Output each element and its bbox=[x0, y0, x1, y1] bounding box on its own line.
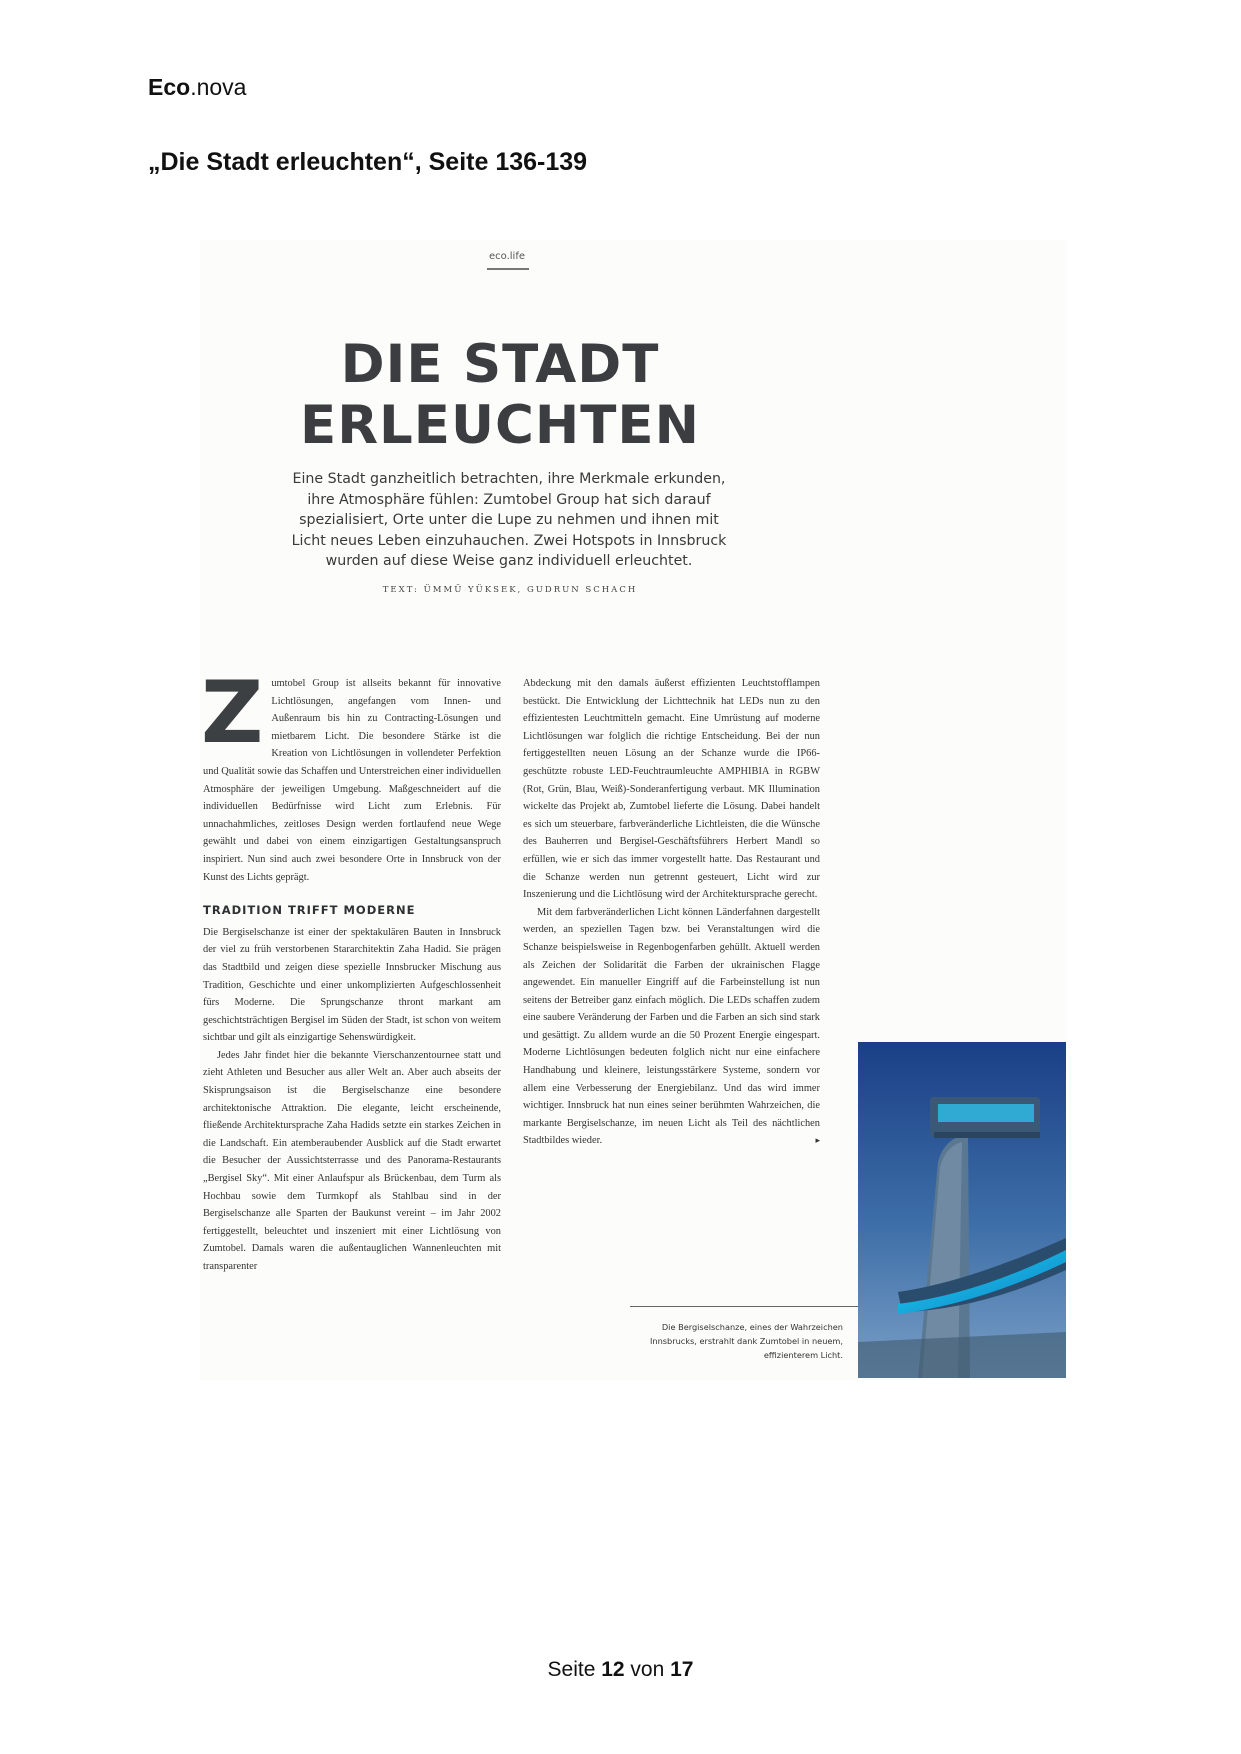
article-column-left bbox=[201, 663, 501, 1276]
end-mark-icon: ▸ bbox=[815, 1135, 820, 1146]
headline-line-2: ERLEUCHTEN bbox=[300, 395, 700, 456]
paragraph-intro-text: umtobel Group ist allseits bekannt für innovative Lichtlösungen, angefangen vom Innen- und Außenraum bis hin zu Contracting-Lösungen und mietbarem Licht. Die besondere Stärke ist die Kreation von Lichtlösungen in vollendeter Perfektion und Qualität sowie das Schaffen und Unterstreichen einer individuellen Atmosphäre der jeweiligen Umgebung. Maßgeschneidert auf die individuellen Bedürfnisse wird Licht zum Erlebnis. Für unnachahmliches, zeitloses Design werden fortlaufend neue Wege gewählt und dabei von einem einzigartigen Gestaltungsanspruch inspiriert. Nun sind auch zwei besondere Orte in Innsbruck von der Kunst des Lichts geprägt. bbox=[203, 678, 501, 883]
footer-current-page: 12 bbox=[601, 1658, 625, 1681]
paragraph-4: Abdeckung mit den damals äußerst effizienten Leuchtstofflampen bestückt. Die Entwicklung der Lichttechnik hat LEDs nun zu den effizientesten Leuchtmitteln gemacht. Eine Umrüstung auf moderne Lichtlösungen war folglich die richtige Entscheidung. Bei der nun fertiggestellten neuen Lösung an der Schanze wurde die IP66-geschützte robuste LED-Feuchtraumleuchte AMPHIBIA in RGBW (Rot, Grün, Blau, Weiß)-Sonderanfertigung verbaut. MK Illumination wickelte das Projekt ab, Zumtobel lieferte die Lösung. Dabei handelt es sich um steuerbare, farbveränderliche Lichtleisten, die die Wünsche des Bauherren und Bergisel-Geschäftsführers Herbert Mandl so erfüllen, wie er sich das immer vorgestellt hatte. Das Restaurant und die Schanze werden nun getrennt gesteuert, Licht wird zur Inszenierung und die Lichtlösung wird der Architektursprache gerecht. bbox=[523, 678, 820, 901]
paragraph-intro bbox=[201, 663, 501, 886]
footer-prefix: Seite bbox=[547, 1658, 602, 1681]
publication-name bbox=[148, 74, 246, 101]
paragraph-3: Jedes Jahr findet hier die bekannte Vierschanzentournee statt und zieht Athleten und Besucher aus aller Welt an. Aber auch abseits der Skisprungsaison ist die Bergiselschanze eine besondere architektonische Attraktion. Die elegante, leicht erscheinende, fließende Architektursprache Zaha Hadids setzte ein starkes Zeichen in die Landschaft. Ein atemberaubender Ausblick auf die Stadt erwartet die Besucher der Aussichtsterrasse und des Panorama-Restaurants „Bergisel Sky“. Mit einer Anlaufspur als Brückenbau, dem Turm als Hochbau sowie dem Turmkopf als Stahlbau sind in der Bergiselschanze alle Sparten der Baukunst vereint – im Jahr 2002 fertiggestellt, beleuchtet und inszeniert mit einer Lichtlösung von Zumtobel. Damals waren die außentauglichen Wannenleuchten mit transparenter bbox=[203, 1049, 501, 1272]
section-subhead: TRADITION TRIFFT MODERNE bbox=[203, 903, 416, 918]
article-kicker: eco.life bbox=[488, 251, 525, 262]
photo-caption: Die Bergiselschanze, eines der Wahrzeichen Innsbrucks, erstrahlt dank Zumtobel in neuem, effizienterem Licht. bbox=[649, 1322, 843, 1360]
footer-middle: von bbox=[624, 1658, 671, 1681]
footer-total-pages: 17 bbox=[670, 1658, 694, 1681]
page-footer bbox=[0, 1658, 1241, 1682]
publication-name-light: .nova bbox=[190, 74, 247, 100]
article-headline bbox=[300, 334, 700, 456]
article-column-middle bbox=[523, 675, 820, 1150]
article-byline: TEXT: ÜMMÜ YÜKSEK, GUDRUN SCHACH bbox=[382, 585, 638, 595]
kicker-rule bbox=[487, 268, 529, 270]
paragraph-5 bbox=[523, 904, 820, 1150]
headline-line-1: DIE STADT bbox=[340, 334, 660, 395]
document-title: „Die Stadt erleuchten“, Seite 136-139 bbox=[148, 148, 588, 176]
drop-cap: Z bbox=[201, 663, 264, 763]
publication-name-bold: Eco bbox=[148, 74, 191, 100]
paragraph-5-text: Mit dem farbveränderlichen Licht können Länderfahnen dargestellt werden, an speziellen Tagen bzw. bei Veranstaltungen wird die Schanze beispielsweise in Regenbogenfarben gehüllt. Aktuell werden als Zeichen der Solidarität die Farben der ukrainischen Flagge angewendet. Ein manueller Eingriff auf die Farbeinstellung ist nun seitens der Betreiber ganz einfach möglich. Die LEDs schaffen zudem eine saubere Veränderung der Farben und die Farben an sich sind stark und gesättigt. Zu alldem wurde an die 50 Prozent Energie eingespart. Moderne Lichtlösungen bedeuten folglich nicht nur eine einfachere Handhabung und kleinere, leistungsstärkere Systeme, sondern vor allem eine Verbesserung der Energiebilanz. Und das wird immer wichtiger. Innsbruck hat nun eines seiner berühmten Wahrzeichen, die markante Bergiselschanze, im neuen Licht als Teil des nächtlichen Stadtbildes wieder. bbox=[523, 906, 820, 1147]
article-lead: Eine Stadt ganzheitlich betrachten, ihre Merkmale erkunden, ihre Atmosphäre fühlen: Zumtobel Group hat sich darauf spezialisiert, Orte unter die Lupe zu nehmen und ihnen mit Licht neues Leben einzuhauchen. Zwei Hotspots in Innsbruck wurden auf diese Weise ganz individuell erleuchtet. bbox=[291, 471, 727, 569]
paragraph-2: Die Bergiselschanze ist einer der spektakulären Bauten in Innsbruck der viel zu früh verstorbenen Stararchitektin Zaha Hadid. Sie prägen das Stadtbild und zeigen diese spezielle Innsbrucker Mischung aus Tradition, Geschichte und einer unkomplizierten Aufgeschlossenheit fürs Moderne. Die Sprungschanze thront markant am geschichtsträchtigen Bergisel im Süden der Stadt, ist schon von weitem sichtbar und gilt als einzigartige Sehenswürdigkeit. bbox=[203, 926, 501, 1044]
ski-jump-photo bbox=[858, 1042, 1066, 1378]
caption-rule bbox=[630, 1306, 858, 1307]
